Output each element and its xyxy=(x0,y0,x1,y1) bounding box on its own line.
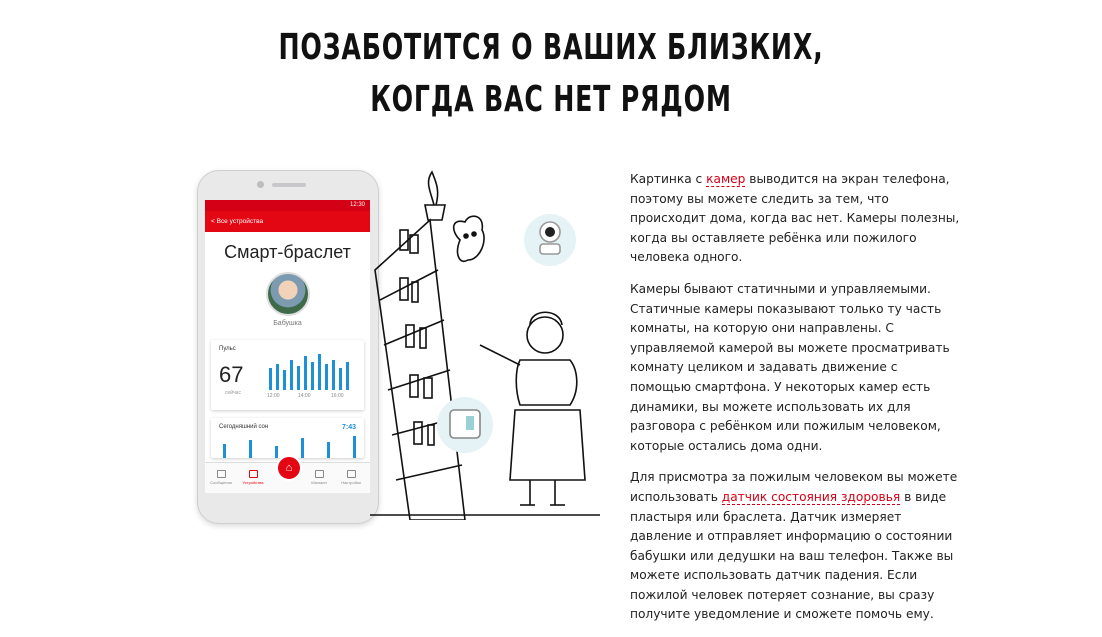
pulse-bars xyxy=(267,354,357,390)
bar xyxy=(290,360,293,390)
sleep-card[interactable] xyxy=(211,418,364,458)
bar xyxy=(297,366,300,390)
tick-label: 16:00 xyxy=(331,393,344,399)
avatar xyxy=(266,272,310,316)
status-bar xyxy=(205,200,370,211)
person-name: Бабушка xyxy=(273,320,302,327)
tab-bar xyxy=(205,462,370,493)
text-span: Для присмотра за пожилым человеком вы можете использовать xyxy=(630,470,958,504)
tab-label: Сообщения xyxy=(210,480,232,485)
device-title: Смарт-браслет xyxy=(224,242,351,262)
sleep-label: Сегодняшний сон xyxy=(219,424,269,430)
tick-label: 14:00 xyxy=(298,393,311,399)
pulse-card[interactable] xyxy=(211,340,364,410)
message-icon xyxy=(217,470,226,478)
illustration xyxy=(370,160,610,520)
text-span: выводится на экран телефона, поэтому вы можете следить за тем, что происходит дома, когда вас нет. Камеры полезны, когда вы оставляете ребёнка или пожилого человека одного. xyxy=(630,172,960,265)
description xyxy=(630,170,960,637)
camera-bubble-1 xyxy=(524,214,576,266)
bar xyxy=(275,446,278,458)
grid-icon xyxy=(249,470,258,478)
bar xyxy=(249,440,252,458)
bar xyxy=(276,364,279,390)
pulse-value: 67 xyxy=(219,362,244,387)
headline-line-2: КОГДА ВАС НЕТ РЯДОМ xyxy=(370,79,732,120)
camera-bubble-2 xyxy=(437,397,493,453)
front-camera xyxy=(257,181,264,188)
tab-settings[interactable] xyxy=(337,470,365,485)
bar xyxy=(301,438,304,458)
status-time: 12:30 xyxy=(349,202,365,208)
bar xyxy=(269,368,272,390)
headline-line-1: ПОЗАБОТИТСЯ О ВАШИХ БЛИЗКИХ, xyxy=(278,27,824,68)
back-link[interactable]: < Все устройства xyxy=(211,218,264,225)
paragraph-1 xyxy=(630,170,960,268)
phone-screen xyxy=(205,200,370,493)
tab-messages[interactable] xyxy=(207,470,235,485)
bar xyxy=(346,362,349,390)
paragraph-2: Камеры бывают статичными и управляемыми. Статичные камеры показывают только ту часть комнаты, на которую они направлены. С управляемой камерой вы можете просматривать комнату целиком и задавать движение с помощью смартфона. У некоторых камер есть динамики, вы можете использовать их для разговора с ребёнком или пожилым человеком, которые остались дома одни. xyxy=(630,281,950,453)
tab-label: Настройки xyxy=(341,480,361,485)
pulse-now: сейчас xyxy=(225,390,241,396)
cart-icon xyxy=(315,470,324,478)
tab-label: Магазин xyxy=(311,480,327,485)
person-icon xyxy=(347,470,356,478)
bar xyxy=(339,368,342,390)
bookshelf xyxy=(375,220,465,520)
text-span: в виде пластыря или браслета. Датчик измеряет давление и отправляет информацию о состоянии бабушки или дедушки на ваш телефон. Также вы можете использовать датчик падения. Если пожилой человек потеряет сознание, вы сразу получите уведомление и сможете помочь ему. xyxy=(630,489,954,622)
bar xyxy=(327,442,330,458)
sleep-value: 7:43 xyxy=(341,424,356,431)
tick-label: 12:00 xyxy=(267,393,280,399)
bar xyxy=(318,354,321,390)
app-bar[interactable] xyxy=(205,211,370,232)
speaker-grille xyxy=(272,183,306,187)
bar xyxy=(353,436,356,458)
cameras-link[interactable]: камер xyxy=(706,172,746,186)
pulse-label: Пульс xyxy=(219,346,236,352)
tab-devices[interactable] xyxy=(239,470,267,485)
paragraph-3 xyxy=(630,468,960,625)
bar xyxy=(311,362,314,390)
health-sensor-link[interactable]: датчик состояния здоровья xyxy=(721,489,901,504)
bar xyxy=(332,360,335,390)
text-span: Картинка с xyxy=(630,172,707,186)
bar xyxy=(304,356,307,390)
home-button[interactable]: ⌂ xyxy=(276,455,302,481)
tab-shop[interactable] xyxy=(305,470,333,485)
bar xyxy=(223,444,226,458)
bar xyxy=(325,364,328,390)
phone-mockup xyxy=(197,170,379,524)
tab-label: Устройства xyxy=(242,480,264,485)
bar xyxy=(283,370,286,390)
cat xyxy=(454,216,484,261)
headline xyxy=(121,22,981,126)
plant-pot xyxy=(425,172,445,220)
